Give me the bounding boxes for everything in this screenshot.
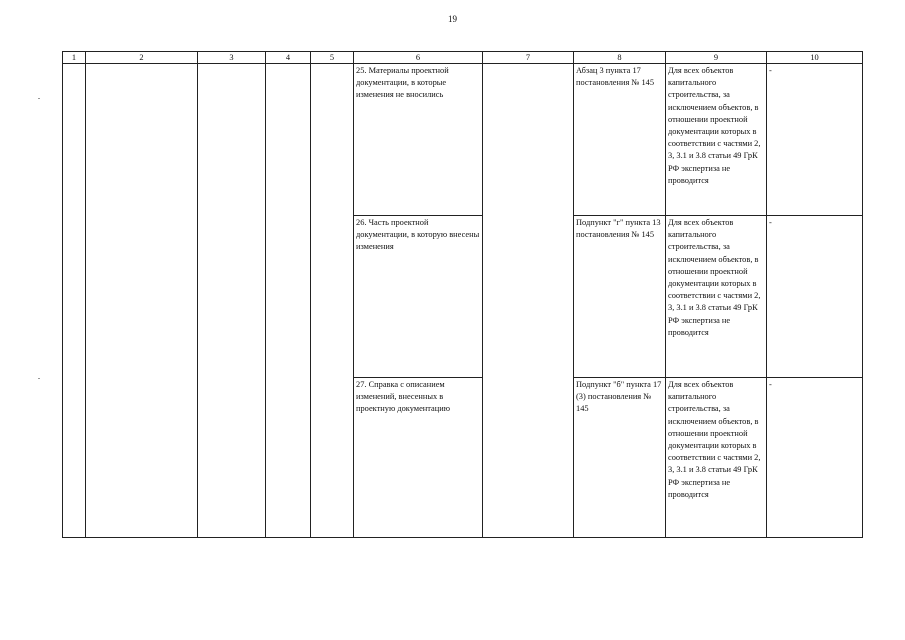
row-27-document-name: 27. Справка с описанием изменений, внесенных в проектную документацию xyxy=(353,377,482,537)
header-col-4: 4 xyxy=(265,51,310,63)
table-bottom-border xyxy=(62,537,863,538)
page-number: 19 xyxy=(448,14,457,24)
col-4-cell xyxy=(265,63,310,537)
scan-speck xyxy=(38,98,40,99)
table-right-border xyxy=(862,51,863,538)
header-col-9: 9 xyxy=(665,51,766,63)
header-col-6: 6 xyxy=(353,51,482,63)
row-26-legal-basis: Подпункт "г" пункта 13 постановления № 145 xyxy=(573,215,665,377)
row-27-legal-basis: Подпункт "б" пункта 17 (3) постановления № 145 xyxy=(573,377,665,537)
row-25-note: - xyxy=(766,63,862,215)
row-27-note: - xyxy=(766,377,862,537)
col-2-cell xyxy=(85,63,197,537)
col-1-cell xyxy=(62,63,85,537)
row-26-note: - xyxy=(766,215,862,377)
col-5-cell xyxy=(310,63,353,537)
header-col-7: 7 xyxy=(482,51,573,63)
header-col-8: 8 xyxy=(573,51,665,63)
header-col-1: 1 xyxy=(62,51,85,63)
col-7-cell xyxy=(482,63,573,537)
row-26-applicability: Для всех объектов капитального строительства, за исключением объектов, в отношении проектной документации которых в соответствии с частями 2, 3, 3.1 и 3.8 статьи 49 ГрК РФ экспертиза не проводится xyxy=(665,215,766,377)
row-25-legal-basis: Абзац 3 пункта 17 постановления № 145 xyxy=(573,63,665,215)
header-col-10: 10 xyxy=(766,51,862,63)
row-25-applicability: Для всех объектов капитального строительства, за исключением объектов, в отношении проектной документации которых в соответствии с частями 2, 3, 3.1 и 3.8 статьи 49 ГрК РФ экспертиза не проводится xyxy=(665,63,766,215)
header-col-3: 3 xyxy=(197,51,265,63)
row-25-document-name: 25. Материалы проектной документации, в которые изменения не вносились xyxy=(353,63,482,215)
header-col-5: 5 xyxy=(310,51,353,63)
header-col-2: 2 xyxy=(85,51,197,63)
row-26-document-name: 26. Часть проектной документации, в которую внесены изменения xyxy=(353,215,482,377)
col-3-cell xyxy=(197,63,265,537)
scan-speck xyxy=(38,378,40,379)
row-27-applicability: Для всех объектов капитального строительства, за исключением объектов, в отношении проектной документации которых в соответствии с частями 2, 3, 3.1 и 3.8 статьи 49 ГрК РФ экспертиза не проводится xyxy=(665,377,766,537)
